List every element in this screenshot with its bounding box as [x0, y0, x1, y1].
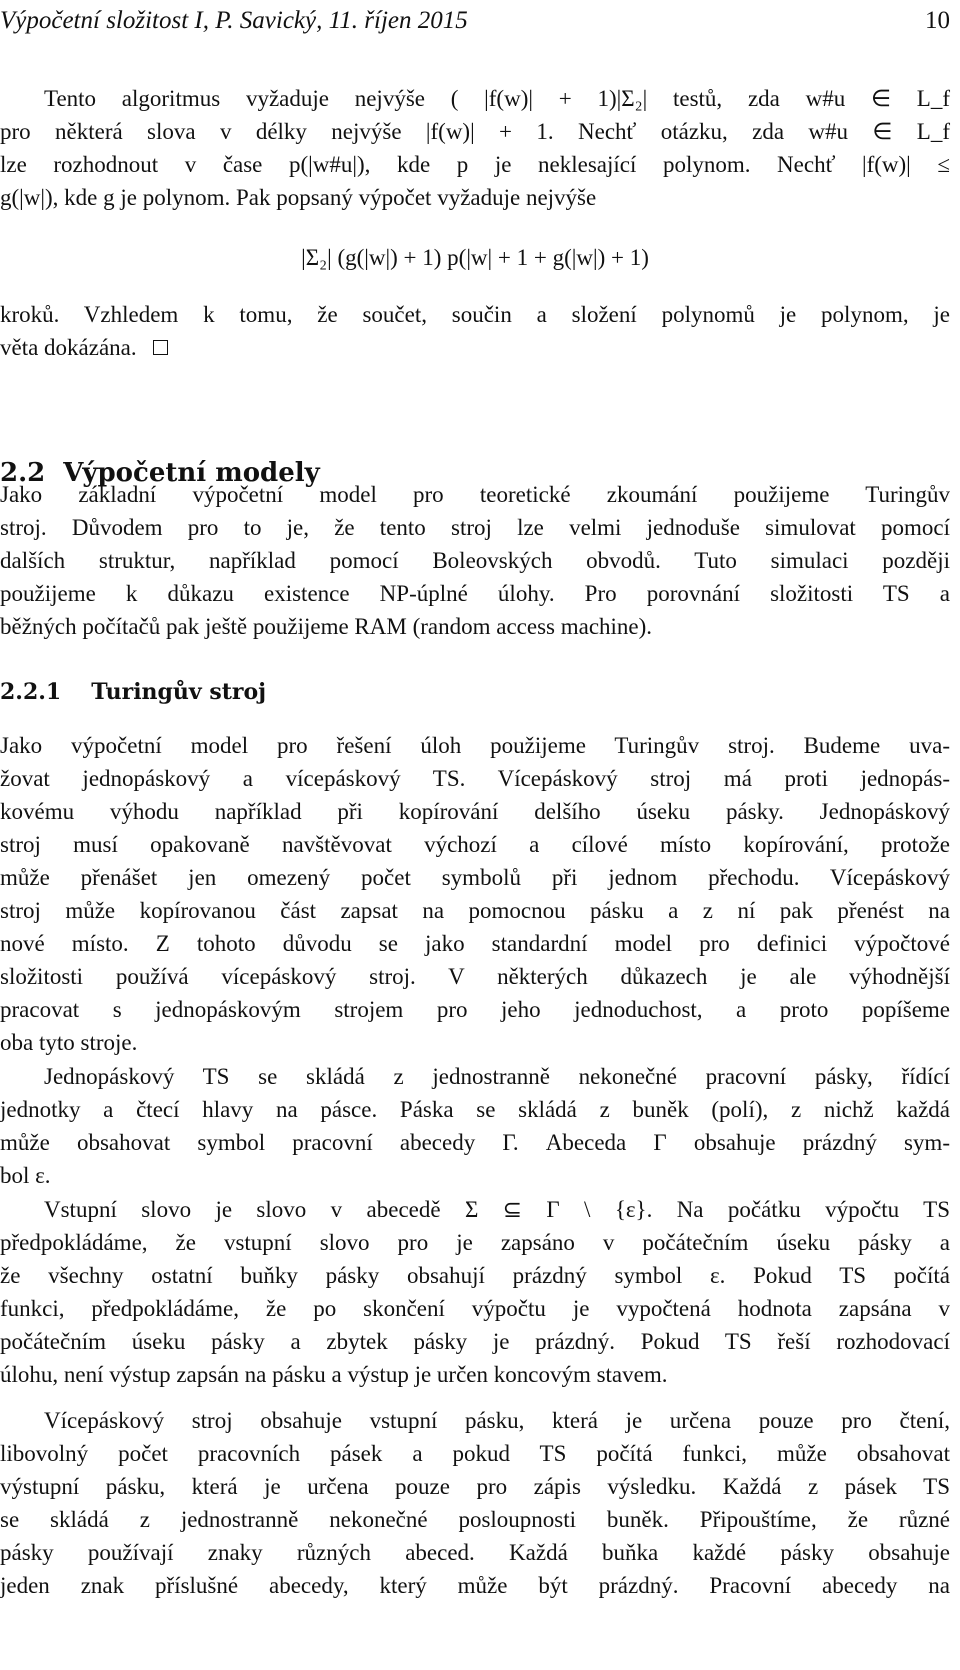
- text-line: může obsahovat symbol pracovní abecedy Γ. Abeceda Γ obsahuje prázdný sym-: [0, 1130, 950, 1155]
- subsection-title: Turingův stroj: [91, 679, 267, 705]
- page-header: [0, 4, 950, 38]
- text-line: může přenášet jen omezený počet symbolů při jednom přechodu. Vícepáskový: [0, 865, 950, 890]
- text-line: běžných počítačů pak ještě použijeme RAM (random access machine).: [0, 614, 653, 639]
- text-line: funkci, předpokládáme, že po skončení výpočtu je vypočtená hodnota zapsána v: [0, 1296, 950, 1321]
- qed-square-icon: [153, 340, 168, 355]
- text-line: že všechny ostatní buňky pásky obsahují prázdný symbol ε. Pokud TS počítá: [0, 1263, 950, 1288]
- text-line: Jednopáskový TS se skládá z jednostranně nekonečné pracovní pásky, řídící: [44, 1064, 950, 1089]
- text-line: věta dokázána.: [0, 335, 137, 360]
- subsection-number: 2.2.1: [0, 679, 62, 705]
- text-line: stroj. Důvodem pro to je, že tento stroj lze velmi jednoduše simulovat pomocí: [0, 515, 950, 540]
- text-line: dalších struktur, například pomocí Boleovských obvodů. Tuto simulaci později: [0, 548, 950, 573]
- text-line-with-qed: [0, 331, 950, 364]
- display-formula: |Σ₂| (g(|w|) + 1) p(|w| + 1 + g(|w|) + 1): [301, 245, 649, 270]
- text-line: Vstupní slovo je slovo v abecedě Σ ⊆ Γ \ {ε}. Na počátku výpočtu TS: [44, 1197, 950, 1222]
- text-line: g(|w|), kde g je polynom. Pak popsaný výpočet vyžaduje nejvýše: [0, 185, 597, 210]
- section-number: 2.2: [0, 458, 46, 488]
- text-line: předpokládáme, že vstupní slovo pro je zapsáno v počátečním úseku pásky a: [0, 1230, 950, 1255]
- text-line: pro některá slova v délky nejvýše |f(w)| + 1. Nechť otázku, zda w#u ∈ L_f: [0, 119, 950, 144]
- text-line: použijeme k důkazu existence NP-úplné úlohy. Pro porovnání složitosti TS a: [0, 581, 950, 606]
- text-line: složitosti používá vícepáskový stroj. V některých důkazech je ale výhodnější: [0, 964, 950, 989]
- text-line: bol ε.: [0, 1163, 51, 1188]
- section-title: Výpočetní modely: [63, 458, 320, 488]
- text-line: jednotky a čtecí hlavy na pásce. Páska se skládá z buněk (polí), z nichž každá: [0, 1097, 950, 1122]
- text-line: počátečním úseku pásky a zbytek pásky je prázdný. Pokud TS řeší rozhodovací: [0, 1329, 950, 1354]
- text-line: stroj může kopírovanou část zapsat na pomocnou pásku a z ní pak přenést na: [0, 898, 950, 923]
- running-title: Výpočetní složitost I, P. Savický, 11. říjen 2015: [0, 7, 468, 34]
- text-line: výstupní pásku, která je určena pouze pro zápis výsledku. Každá z pásek TS: [0, 1474, 950, 1499]
- text-line: úlohu, není výstup zapsán na pásku a výstup je určen koncovým stavem.: [0, 1362, 668, 1387]
- text-line: Tento algoritmus vyžaduje nejvýše ( |f(w)| + 1)|Σ₂| testů, zda w#u ∈ L_f: [44, 86, 950, 111]
- text-line: lze rozhodnout v čase p(|w#u|), kde p je neklesající polynom. Nechť |f(w)| ≤: [0, 152, 950, 177]
- text-line: jeden znak příslušné abecedy, který může být prázdný. Pracovní abecedy na: [0, 1573, 950, 1598]
- text-line: Vícepáskový stroj obsahuje vstupní pásku, která je určena pouze pro čtení,: [44, 1408, 950, 1433]
- text-line: pásky používají znaky různých abeced. Každá buňka každé pásky obsahuje: [0, 1540, 950, 1565]
- text-line: oba tyto stroje.: [0, 1030, 138, 1055]
- text-line: žovat jednopáskový a vícepáskový TS. Vícepáskový stroj má proti jednopás-: [0, 766, 950, 791]
- subsection-heading: [0, 676, 266, 708]
- text-line: Jako výpočetní model pro řešení úloh použijeme Turingův stroj. Budeme uva-: [0, 733, 950, 758]
- text-line: Jako základní výpočetní model pro teoretické zkoumání použijeme Turingův: [0, 482, 950, 507]
- text-line: stroj musí opakovaně navštěvovat výchozí a cílové místo kopírování, protože: [0, 832, 950, 857]
- text-line: kovému výhodu například při kopírování delšího úseku pásky. Jednopáskový: [0, 799, 950, 824]
- text-line: se skládá z jednostranně nekonečné posloupnosti buněk. Připouštíme, že různé: [0, 1507, 950, 1532]
- text-line: kroků. Vzhledem k tomu, že součet, součin a složení polynomů je polynom, je: [0, 302, 950, 327]
- text-line: nové místo. Z tohoto důvodu se jako standardní model pro definici výpočtové: [0, 931, 950, 956]
- text-line: pracovat s jednopáskovým strojem pro jeho jednoduchost, a proto popíšeme: [0, 997, 950, 1022]
- text-line: libovolný počet pracovních pásek a pokud TS počítá funkci, může obsahovat: [0, 1441, 950, 1466]
- page-number: 10: [925, 7, 950, 34]
